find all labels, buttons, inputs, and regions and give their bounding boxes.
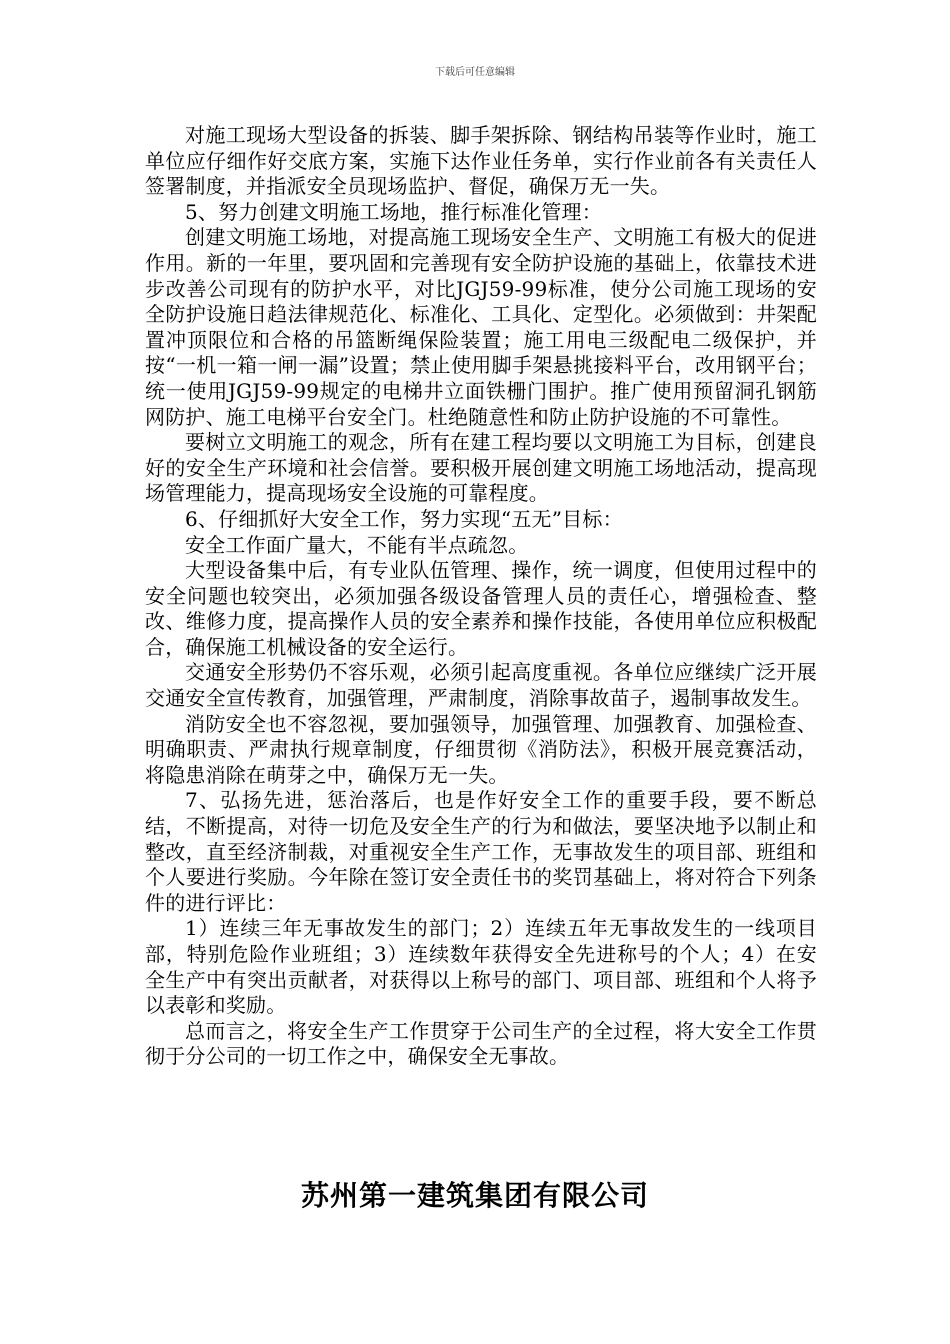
paragraph: 总而言之，将安全生产工作贯穿于公司生产的全过程，将大安全工作贯彻于分公司的一切工作之中，确保安全无事故。 <box>145 1018 817 1069</box>
paragraph: 消防安全也不容忽视，要加强领导，加强管理、加强教育、加强检查、明确职责、严肃执行规章制度，仔细贯彻《消防法》，积极开展竞赛活动，将隐患消除在萌芽之中，确保万无一失。 <box>145 711 817 787</box>
section-heading: 6、仔细抓好大安全工作，努力实现“五无”目标： <box>185 506 623 531</box>
document-body <box>145 123 817 1070</box>
paragraph: 1）连续三年无事故发生的部门；2）连续五年无事故发生的一线项目部，特别危险作业班组；3）连续数年获得安全先进称号的个人；4）在安全生产中有突出贡献者，对获得以上称号的部门、项目部、班组和个人将予以表彰和奖励。 <box>145 916 817 1018</box>
paragraph: 对施工现场大型设备的拆装、脚手架拆除、钢结构吊装等作业时，施工单位应仔细作好交底方案，实施下达作业任务单，实行作业前各有关责任人签署制度，并指派安全员现场监护、督促，确保万无一失。 <box>145 123 817 199</box>
paragraph: 要树立文明施工的观念，所有在建工程均要以文明施工为目标，创建良好的安全生产环境和社会信誉。要积极开展创建文明施工场地活动，提高现场管理能力，提高现场安全设施的可靠程度。 <box>145 430 817 506</box>
paragraph: 大型设备集中后，有专业队伍管理、操作，统一调度，但使用过程中的安全问题也较突出，必须加强各级设备管理人员的责任心，增强检查、整改、维修力度，提高操作人员的安全素养和操作技能，各使用单位应积极配合，确保施工机械设备的安全运行。 <box>145 558 817 659</box>
section-heading: 5、努力创建文明施工场地，推行标准化管理： <box>185 199 602 224</box>
company-name: 苏州第一建筑集团有限公司 <box>300 1179 649 1212</box>
paragraph: 安全工作面广量大，不能有半点疏忽。 <box>185 532 529 557</box>
paragraph: 交通安全形势仍不容乐观，必须引起高度重视。各单位应继续广泛开展交通安全宣传教育，加强管理，严肃制度，消除事故苗子，遏制事故发生。 <box>145 660 817 711</box>
header-note: 下载后可任意编辑 <box>435 67 515 78</box>
paragraph: 7、弘扬先进，惩治落后，也是作好安全工作的重要手段，要不断总结，不断提高，对待一切危及安全生产的行为和做法，要坚决地予以制止和整改，直至经济制裁，对重视安全生产工作，无事故发生的项目部、班组和个人要进行奖励。今年除在签订安全责任书的奖罚基础上，将对符合下列条件的进行评比： <box>145 788 817 915</box>
paragraph: 创建文明施工场地，对提高施工现场安全生产、文明施工有极大的促进作用。新的一年里，要巩固和完善现有安全防护设施的基础上，依靠技术进步改善公司现有的防护水平，对比JGJ59-99标准，使分公司施工现场的安全防护设施日趋法律规范化、标准化、工具化、定型化。必须做到：井架配置冲顶限位和合格的吊篮断绳保险装置；施工用电三级配电二级保护，并按“一机一箱一闸一漏”设置；禁止使用脚手架悬挑接料平台，改用钢平台；统一使用JGJ59-99规定的电梯井立面铁栅门围护。推广使用预留洞孔钢筋网防护、施工电梯平台安全门。杜绝随意性和防止防护设施的不可靠性。 <box>145 225 817 429</box>
